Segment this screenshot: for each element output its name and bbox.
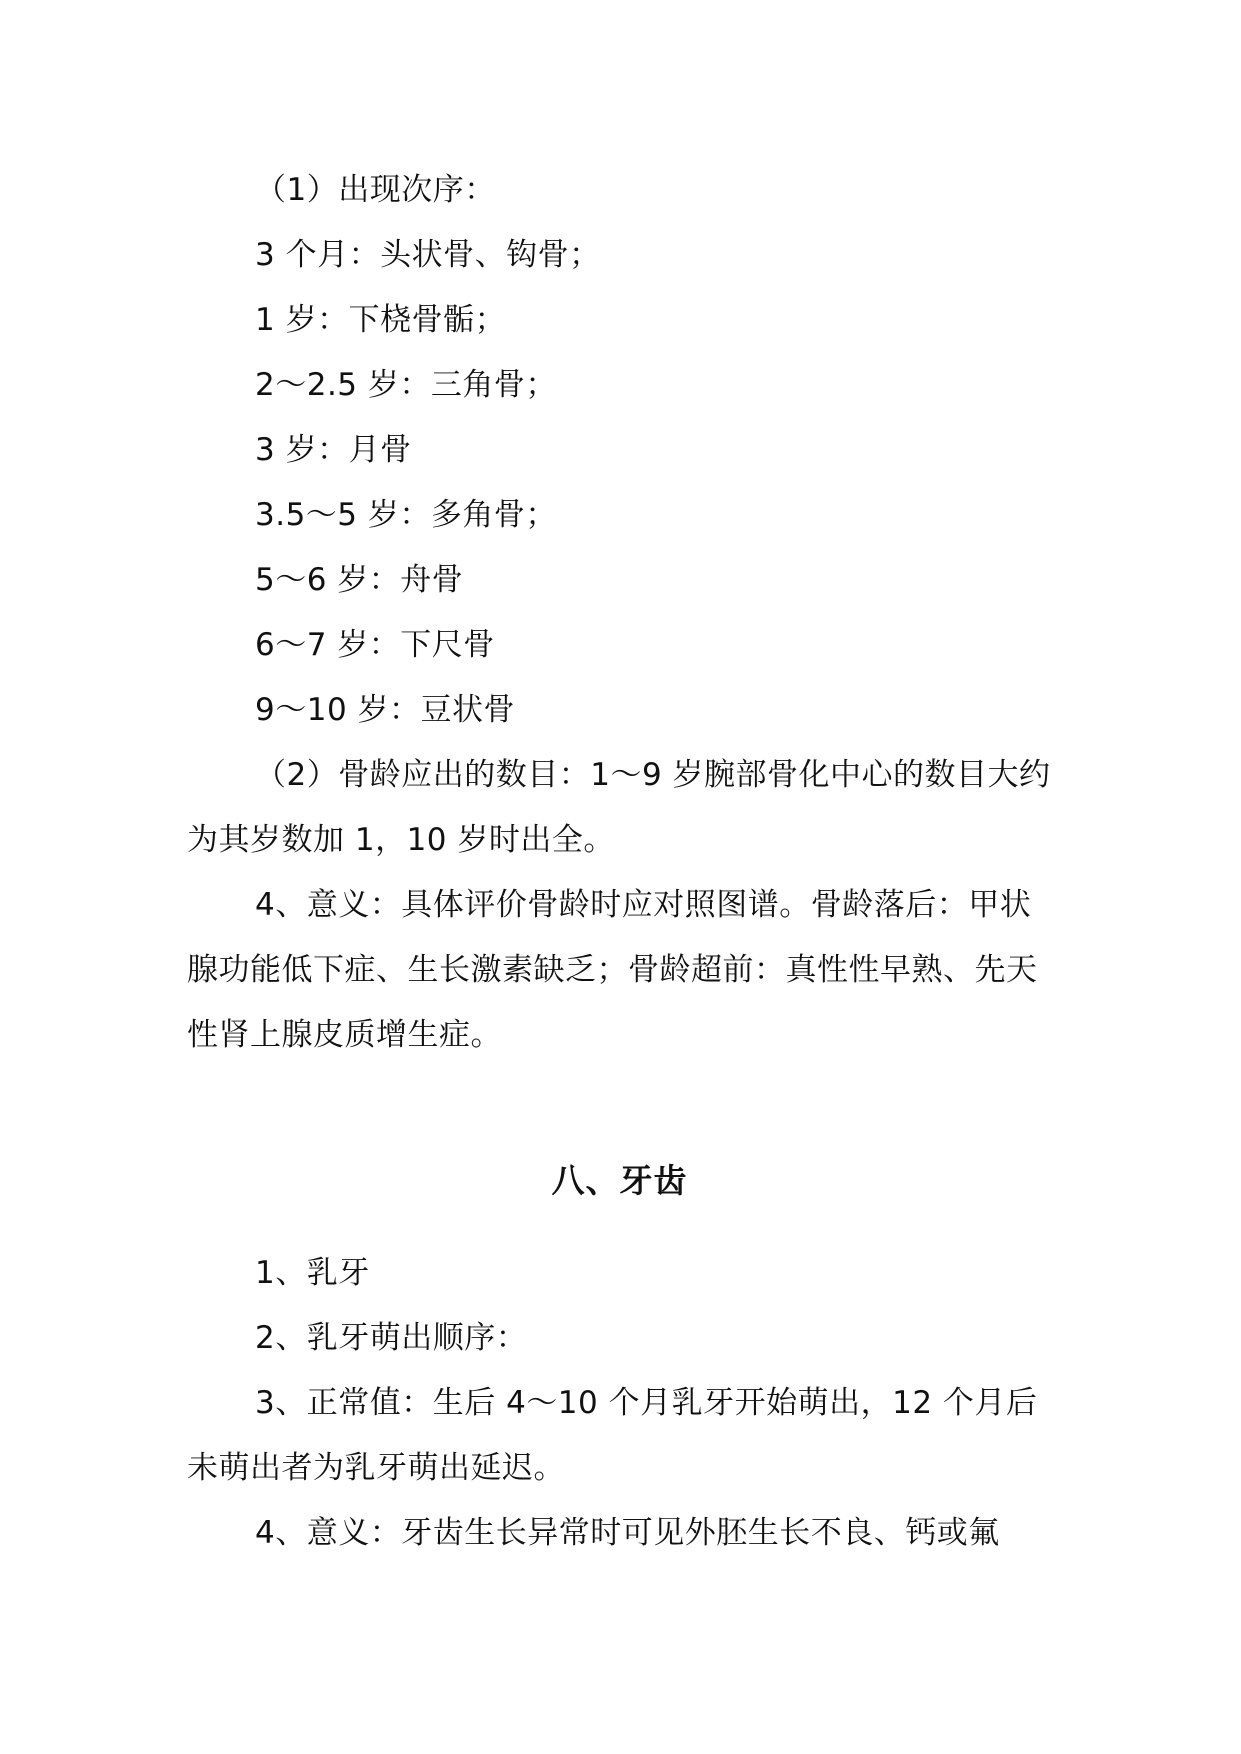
bone-order-heading: （1）出现次序： bbox=[255, 172, 496, 208]
spacer bbox=[187, 1213, 1052, 1241]
bone-order-item: 9～10 岁：豆状骨 bbox=[255, 692, 516, 728]
teeth-item: 2、乳牙萌出顺序： bbox=[255, 1320, 528, 1356]
bone-order-item: 3 个月：头状骨、钩骨； bbox=[255, 237, 601, 273]
teeth-item: 1、乳牙 bbox=[255, 1255, 370, 1291]
bone-order-item: 3 岁：月骨 bbox=[255, 432, 412, 468]
bone-count-paragraph: （2）骨龄应出的数目：1～9 岁腕部骨化中心的数目大约为其岁数加 1，10 岁时出全。 bbox=[187, 757, 1051, 858]
bone-order-item: 3.5～5 岁：多角骨； bbox=[255, 497, 557, 533]
teeth-normal-paragraph: 3、正常值：生后 4～10 个月乳牙开始萌出，12 个月后未萌出者为乳牙萌出延迟。 bbox=[187, 1385, 1038, 1486]
document-body bbox=[187, 158, 1052, 1566]
section-heading-teeth: 八、牙齿 bbox=[551, 1161, 688, 1200]
bone-significance-paragraph: 4、意义：具体评价骨龄时应对照图谱。骨龄落后：甲状腺功能低下症、生长激素缺乏；骨龄超前：真性性早熟、先天性肾上腺皮质增生症。 bbox=[187, 887, 1038, 1053]
bone-order-item: 1 岁：下桡骨骺； bbox=[255, 302, 507, 338]
bone-order-item: 6～7 岁：下尺骨 bbox=[255, 627, 495, 663]
spacer bbox=[187, 1068, 1052, 1148]
teeth-significance-paragraph: 4、意义：牙齿生长异常时可见外胚生长不良、钙或氟 bbox=[255, 1515, 1000, 1551]
bone-order-item: 2～2.5 岁：三角骨； bbox=[255, 367, 557, 403]
bone-order-item: 5～6 岁：舟骨 bbox=[255, 562, 464, 598]
